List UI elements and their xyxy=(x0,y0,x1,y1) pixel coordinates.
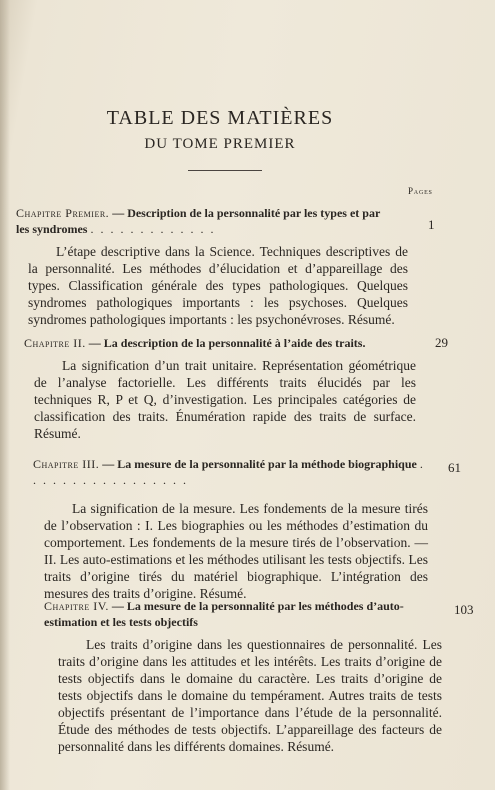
pages-column-label: Pages xyxy=(408,186,433,196)
chapter-summary: La signification d’un trait unitaire. Représentation géométrique de l’analyse factorielle. Les différents traits élucidés par les techniques R, P et Q, d’investigation. Les principales catégories de classification des traits. Énumération rapide des traits de surface. Résumé. xyxy=(34,358,416,441)
chapter-title: — La mesure de la personnalité par les méthodes d’auto-estimation et les tests objectifs xyxy=(44,599,404,629)
chapter-label: Chapitre Premier. xyxy=(16,206,110,220)
chapter-label: Chapitre II. xyxy=(24,336,86,350)
page-number: 61 xyxy=(448,460,461,475)
chapter-heading xyxy=(44,598,436,630)
chapter-heading xyxy=(33,456,425,488)
chapter-title: — La mesure de la personnalité par la méthode biographique xyxy=(102,457,417,471)
chapter-summary: Les traits d’origine dans les questionnaires de personnalité. Les traits d’origine dans les attitudes et les intérêts. Les traits d’origine de tests objectifs dans le domaine du caractère. Les traits d’origine de tests objectifs dans le domaine du tempérament. Autres traits de tests objectifs présentant de l’importance dans l’étude de la personnalité. Étude des méthodes de tests objectifs. L’appareillage des facteurs de personnalité dans les différents domaines. Résumé. xyxy=(58,637,442,754)
page-subtitle: DU TOME PREMIER xyxy=(144,136,296,152)
chapter-label: Chapitre IV. xyxy=(44,599,109,613)
chapter-title: — Description de la personnalité par les types et par les syndromes xyxy=(16,206,381,236)
chapter-title: — La description de la personnalité à l’aide des traits. xyxy=(88,336,366,350)
chapter-heading xyxy=(16,205,396,237)
chapter-summary: La signification de la mesure. Les fondements de la mesure tirés de l’observation : I. Les biographies ou les méthodes d’estimation du comportement. Les fondements de la mesure tirés de l’observation. — II. Les auto-estimations et les méthodes utilisant les tests objectifs. Les traits d’origine tirés du matériel biographique. L’intégration des mesures des traits d’origine. Résumé. xyxy=(44,501,428,601)
chapter-summary: L’étape descriptive dans la Science. Techniques descriptives de la personnalité. Les méthodes d’élucidation et d’appareillage des types. Classification générale des types pathologiques. Quelques syndromes pathologiques importants : les psychoses. Quelques syndromes pathologiques importants : les psychonévroses. Résumé. xyxy=(28,244,408,327)
leader-dots: . . . . . . . . . . . . . . . . . xyxy=(33,457,425,487)
page-number: 29 xyxy=(435,335,448,350)
title-rule xyxy=(188,170,262,171)
page-title: TABLE DES MATIÈRES xyxy=(106,107,334,129)
chapter-heading xyxy=(24,335,414,351)
page-number: 1 xyxy=(428,217,435,232)
leader-dots: . . . . . . . . . . . . . xyxy=(90,222,216,236)
chapter-label: Chapitre III. xyxy=(33,457,100,471)
page-number: 103 xyxy=(454,602,474,617)
